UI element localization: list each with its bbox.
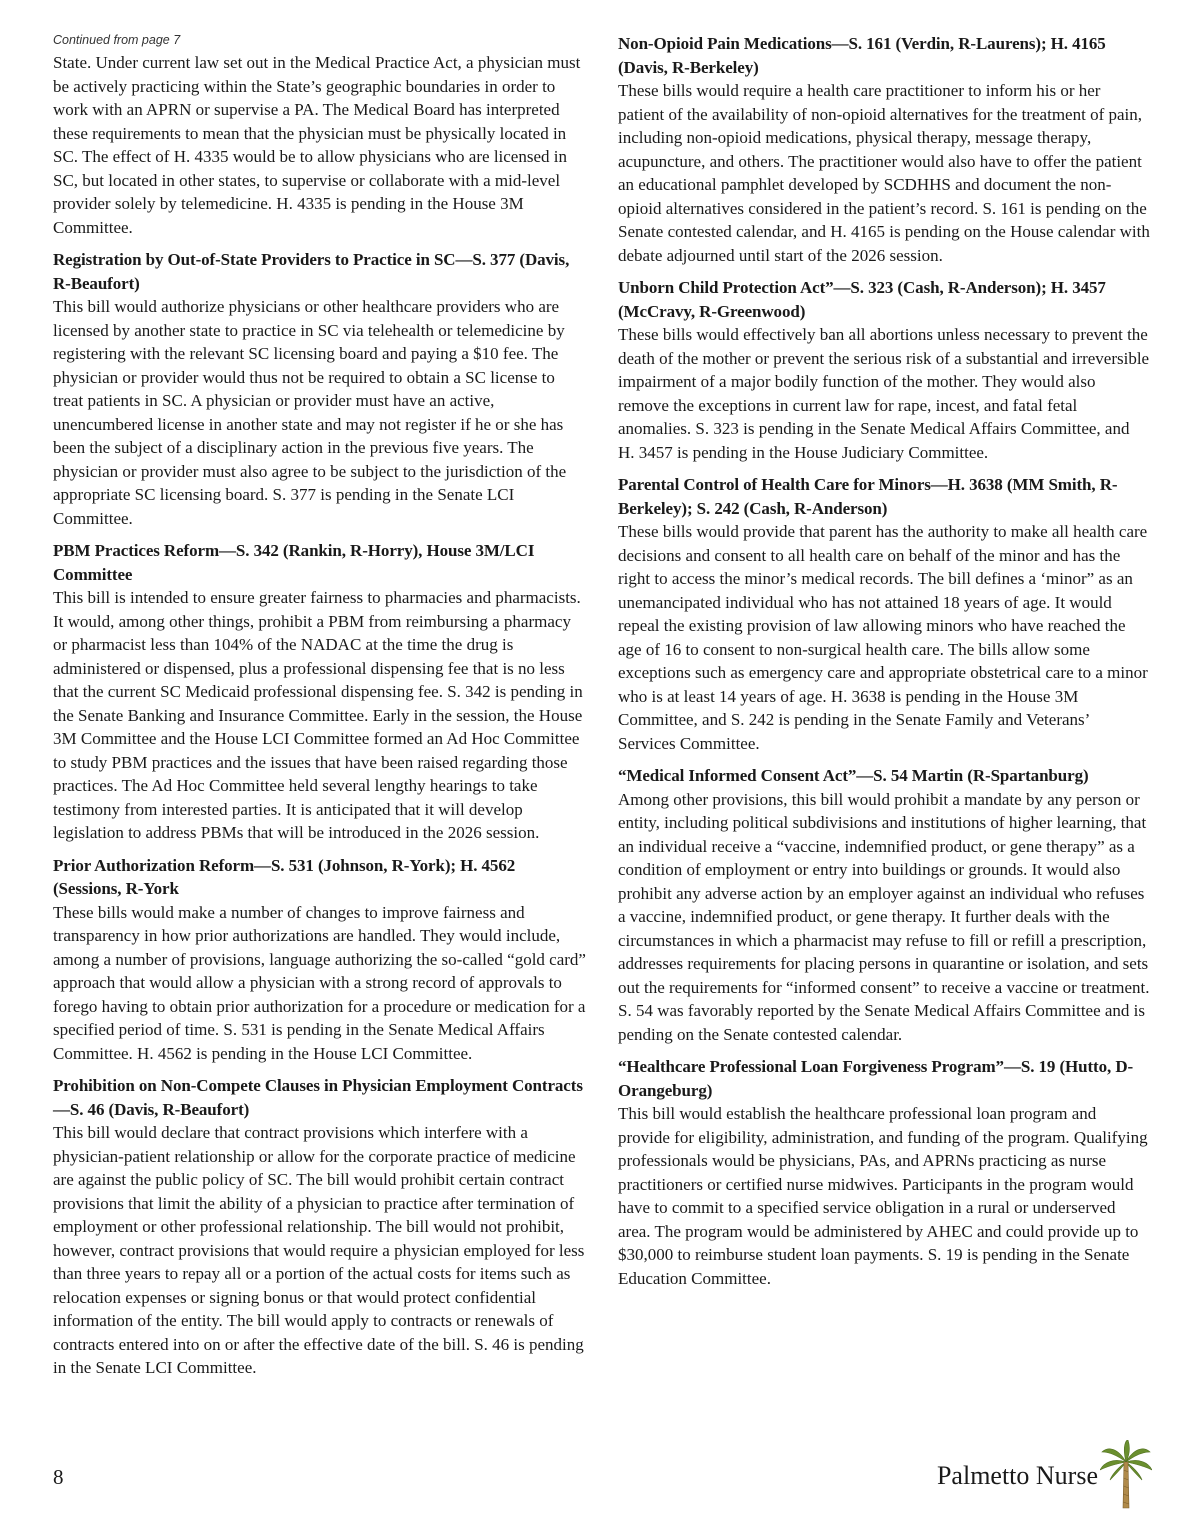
section-heading: “Medical Informed Consent Act”—S. 54 Martin (R-Spartanburg) — [618, 766, 1089, 785]
section-heading: “Healthcare Professional Loan Forgiveness Program”—S. 19 (Hutto, D-Orangeburg) — [618, 1057, 1134, 1100]
right-column — [618, 32, 1150, 1290]
section-heading: Parental Control of Health Care for Minors—H. 3638 (MM Smith, R-Berkeley); S. 242 (Cash, R-Anderson) — [618, 475, 1118, 518]
section-parental-control — [618, 473, 1150, 755]
section-body: These bills would make a number of changes to improve fairness and transparency in how prior authorizations are handled. They would include, among a number of provisions, language authorizing the so-called “gold card” approach that would allow a physician with a strong record of approvals to forego having to obtain prior authorization for a procedure or medication for a specified period of time. S. 531 is pending in the Senate Medical Affairs Committee. H. 4562 is pending in the House LCI Committee. — [53, 902, 586, 1063]
section-body: This bill would establish the healthcare professional loan program and provide for eligibility, administration, and funding of the program. Qualifying professionals would be physicians, PAs, and APRNs practicing as nurse practitioners or certified nurse midwives. Participants in the program would have to commit to a specified service obligation in a rural or underserved area. The program would be administered by AHEC and could provide up to $30,000 to reimburse student loan payments. S. 19 is pending in the Senate Education Committee. — [618, 1104, 1148, 1288]
palmetto-tree-icon — [1100, 1440, 1152, 1510]
section-body: These bills would effectively ban all abortions unless necessary to prevent the death of the mother or prevent the serious risk of a substantial and irreversible impairment of a major bodily function of the mother. They would also remove the exceptions in current law for rape, incest, and fatal fetal anomalies. S. 323 is pending in the Senate Medical Affairs Committee, and H. 3457 is pending in the House Judiciary Committee. — [618, 325, 1150, 462]
palmetto-trunk — [1123, 1462, 1129, 1508]
section-prior-authorization — [53, 854, 586, 1066]
section-heading: Non-Opioid Pain Medications—S. 161 (Verdin, R-Laurens); H. 4165 (Davis, R-Berkeley) — [618, 34, 1106, 77]
intro-section — [53, 51, 586, 239]
section-heading: Prior Authorization Reform—S. 531 (Johnson, R-York); H. 4562 (Sessions, R-York — [53, 855, 516, 898]
section-body: This bill would declare that contract provisions which interfere with a physician-patient relationship or allow for the corporate practice of medicine are against the public policy of SC. The bill would prohibit certain contract provisions that limit the ability of a physician to practice after termination of employment or other professional relationship. The bill would not prohibit, however, contract provisions that would require a physician employed for less than three years to repay all or a portion of the actual costs for items such as relocation expenses or signing bonus or that would protect confidential information of the entity. The bill would apply to contracts or renewals of contracts entered into on or after the effective date of the bill. S. 46 is pending in the Senate LCI Committee. — [53, 1123, 585, 1377]
section-heading: Prohibition on Non-Compete Clauses in Physician Employment Contracts—S. 46 (Davis, R-Beaufort) — [53, 1076, 583, 1119]
section-body: This bill would authorize physicians or other healthcare providers who are licensed by another state to practice in SC via telehealth or telemedicine by registering with the relevant SC licensing board and paying a $10 fee. The physician or provider would thus not be required to obtain a SC license to treat patients in SC. A physician or provider must have an active, unencumbered license in another state and may not register if he or she has been the subject of a disciplinary action in the previous five years. The physician or provider must also agree to be subject to the jurisdiction of the appropriate SC licensing board. S. 377 is pending in the Senate LCI Committee. — [53, 297, 567, 528]
section-body: This bill is intended to ensure greater fairness to pharmacies and pharmacists. It would, among other things, prohibit a PBM from reimbursing a pharmacy or pharmacist less than 104% of the NADAC at the time the drug is administered or dispensed, plus a professional dispensing fee that is no less that the current SC Medicaid professional dispensing fee. S. 342 is pending in the Senate Banking and Insurance Committee. Early in the session, the House 3M Committee and the House LCI Committee formed an Ad Hoc Committee to study PBM practices and the issues that have been raised regarding those practices. The Ad Hoc Committee held several lengthy hearings to take testimony from interested parties. It is anticipated that it will develop legislation to address PBMs that will be introduced in the 2026 session. — [53, 588, 583, 842]
section-loan-forgiveness — [618, 1055, 1150, 1290]
intro-paragraph: State. Under current law set out in the Medical Practice Act, a physician must be actively practicing within the State’s geographic boundaries in order to work with an APRN or supervise a PA. The Medical Board has interpreted these requirements to mean that the physician must be physically located in SC. The effect of H. 4335 would be to allow physicians who are licensed in SC, but located in other states, to supervise or collaborate with a mid-level provider solely by telemedicine. H. 4335 is pending in the House 3M Committee. — [53, 53, 581, 237]
left-column — [53, 32, 586, 1380]
section-out-of-state-registration — [53, 248, 586, 530]
continued-note: Continued from page 7 — [53, 33, 181, 47]
section-body: Among other provisions, this bill would prohibit a mandate by any person or entity, including political subdivisions and institutions of higher learning, that an individual receive a “vaccine, indemnified product, or gene therapy” as a condition of employment or entry into buildings or grounds. It would also prohibit any adverse action by an employer against an individual who refuses a vaccine, indemnified product, or gene therapy. It further deals with the circumstances in which a pharmacist may refuse to fill or refill a prescription, addresses requirements for placing persons in quarantine or isolation, and sets out the requirements for “informed consent” to receive a vaccine or treatment. S. 54 was favorably reported by the Senate Medical Affairs Committee and is pending on the Senate contested calendar. — [618, 789, 1150, 1044]
section-heading: Unborn Child Protection Act”—S. 323 (Cash, R-Anderson); H. 3457 (McCravy, R-Greenwood) — [618, 278, 1106, 321]
section-heading: Registration by Out-of-State Providers to Practice in SC—S. 377 (Davis, R-Beaufort) — [53, 250, 570, 293]
section-unborn-child — [618, 276, 1150, 464]
section-pbm-reform — [53, 539, 586, 845]
publication-name: Palmetto Nurse — [936, 1461, 1098, 1490]
section-non-compete — [53, 1074, 586, 1380]
section-body: These bills would provide that parent has the authority to make all health care decisions and consent to all health care on behalf of the minor and has the right to access the minor’s medical records. The bill defines a ‘minor” as an unemancipated individual who has not attained 18 years of age. It would repeal the existing provision of law allowing minors who have reached the age of 16 to consent to non-surgical health care. The bills allow some exceptions such as emergency care and appropriate obstetrical care to a minor who is at least 14 years of age. H. 3638 is pending in the House 3M Committee, and S. 242 is pending in the Senate Family and Veterans’ Services Committee. — [618, 522, 1148, 753]
section-non-opioid — [618, 32, 1150, 267]
section-heading: PBM Practices Reform—S. 342 (Rankin, R-Horry), House 3M/LCI Committee — [53, 541, 535, 584]
section-informed-consent — [618, 764, 1150, 1046]
section-body: These bills would require a health care practitioner to inform his or her patient of the availability of non-opioid alternatives for the treatment of pain, including non-opioid medications, physical therapy, message therapy, acupuncture, and others. The practitioner would also have to offer the patient an educational pamphlet developed by SCDHHS and document the non-opioid alternatives considered in the patient’s record. S. 161 is pending on the Senate contested calendar, and H. 4165 is pending on the House calendar with debate adjourned until start of the 2026 session. — [618, 81, 1150, 265]
page-number: 8 — [53, 1465, 64, 1489]
